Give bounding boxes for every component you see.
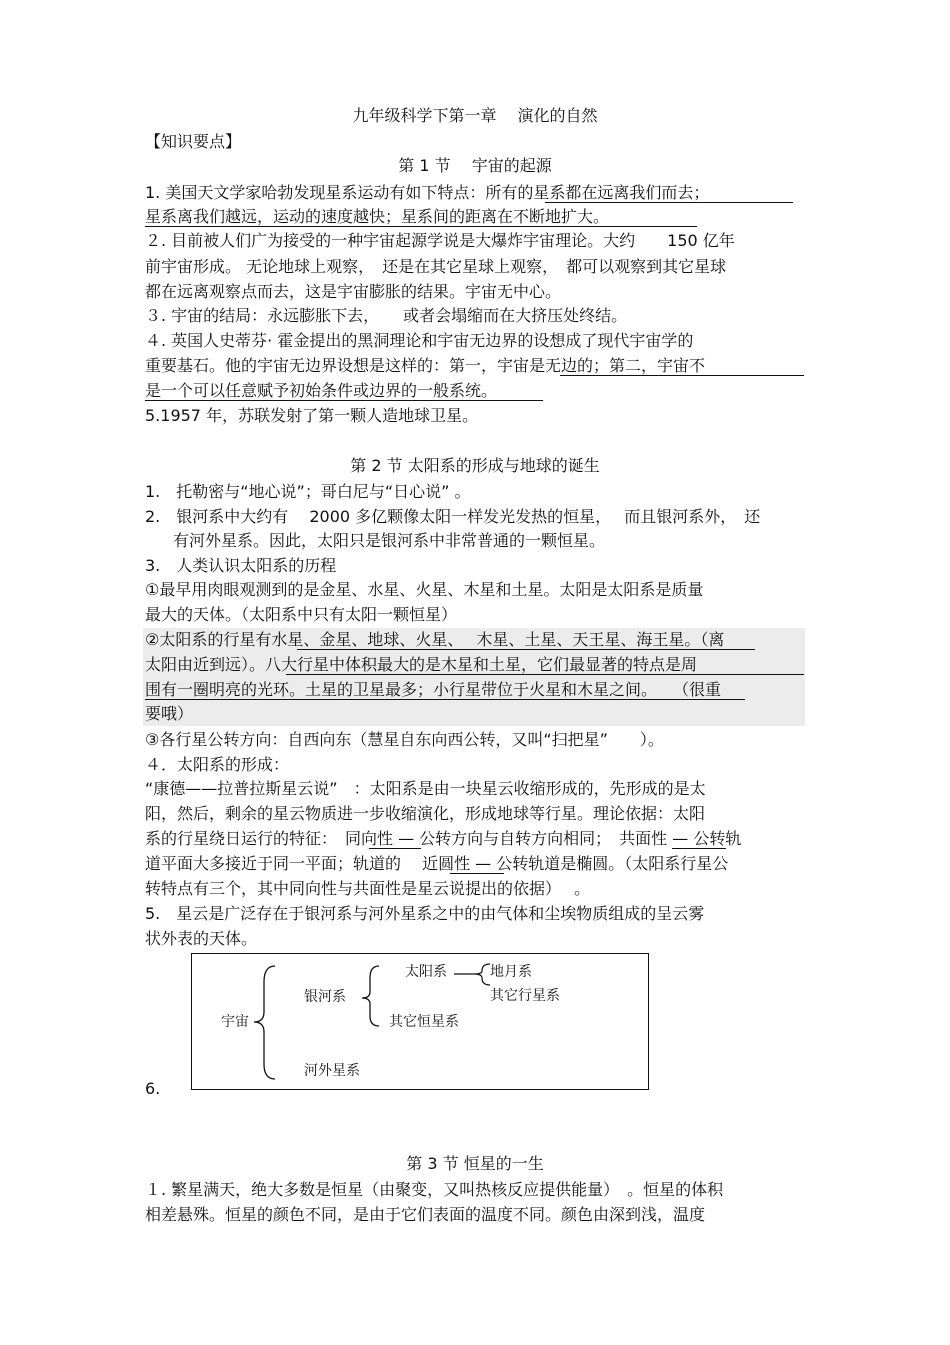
underline-mark — [560, 375, 804, 376]
s2-line-2b: 有河外星系。因此，太阳只是银河系中非常普通的一颗恒星。 — [173, 531, 606, 550]
s2-line-c2c: 围有一圈明亮的光环。土星的卫星最多；小行星带位于火星和木星之间。 （很重 — [145, 680, 722, 699]
underline-mark — [145, 400, 543, 401]
s2-line-5b: 状外表的天体。 — [145, 929, 258, 948]
section-1-heading: 第 1 节 宇宙的起源 — [398, 156, 552, 175]
s1-line-2c: 都在远离观察点而去，这是宇宙膨胀的结果。宇宙无中心。 — [145, 282, 562, 301]
underline-mark — [145, 699, 745, 700]
s1-line-2b: 前宇宙形成。 无论地球上观察， 还是在其它星球上观察， 都可以观察到其它星球 — [145, 257, 727, 276]
s2-line-6: 6. — [145, 1079, 161, 1098]
underline-mark — [450, 873, 504, 874]
node-other-planets: 其它行星系 — [490, 988, 560, 1004]
section-2-heading: 第 2 节 太阳系的形成与地球的诞生 — [350, 456, 600, 475]
underline-mark — [286, 674, 804, 675]
node-extragalactic: 河外星系 — [304, 1063, 360, 1079]
underline-mark — [145, 226, 697, 227]
node-galaxy: 银河系 — [304, 989, 346, 1005]
s2-line-k1: “康德——拉普拉斯星云说” ：太阳系是由一块星云收缩形成的，先形成的是太 — [145, 779, 706, 798]
brace-galaxy — [362, 966, 379, 1026]
s2-line-k3: 系的行星绕日运行的特征： 同向性 — 公转方向与自转方向相同； 共面性 — 公转轨 — [145, 829, 742, 848]
s1-line-1a: 1. 美国天文学家哈勃发现星系运动有如下特点：所有的星系都在远离我们而去； — [145, 183, 710, 202]
s2-line-4: ４．太阳系的形成： — [145, 755, 290, 774]
s3-line-1a: １. 繁星满天，绝大多数是恒星（由聚变，又叫热核反应提供能量） 。恒星的体积 — [145, 1180, 724, 1199]
s1-line-5: 5.1957 年，苏联发射了第一颗人造地球卫星。 — [145, 406, 479, 425]
s2-line-k5: 转特点有三个，其中同向性与共面性是星云说提出的依据） 。 — [145, 879, 591, 898]
brace-universe — [254, 966, 275, 1079]
s1-line-3: ３. 宇宙的结局：永远膨胀下去， 或者会塌缩而在大挤压处终结。 — [145, 306, 628, 325]
node-other-stars: 其它恒星系 — [389, 1014, 459, 1030]
s1-line-4b: 重要基石。他的宇宙无边界设想是这样的：第一，宇宙是无边的；第二，宇宙不 — [145, 356, 706, 375]
section-3-heading: 第 3 节 恒星的一生 — [406, 1154, 544, 1173]
node-solar-system: 太阳系 — [405, 964, 447, 980]
underline-mark — [672, 848, 726, 849]
s2-line-5a: 5. 星云是广泛存在于银河系与河外星系之中的由气体和尘埃物质组成的呈云雾 — [145, 904, 705, 923]
knowledge-heading: 【知识要点】 — [145, 132, 242, 151]
underline-mark — [297, 649, 755, 650]
s2-line-c2b: 太阳由近到远）。八大行星中体积最大的是木星和土星，它们最显著的特点是周 — [145, 655, 698, 674]
s1-line-2a: ２. 目前被人们广为接受的一种宇宙起源学说是大爆炸宇宙理论。大约 150 亿年 — [145, 231, 735, 250]
brace-solar — [474, 964, 490, 985]
node-universe: 宇宙 — [221, 1014, 249, 1030]
underline-mark — [545, 202, 793, 203]
s2-line-c2d: 要哦） — [145, 704, 194, 723]
page-title: 九年级科学下第一章 演化的自然 — [352, 106, 598, 125]
s2-line-k2: 阳，然后，剩余的星云物质进一步收缩演化，形成地球等行星。理论依据：太阳 — [145, 804, 706, 823]
s2-line-k4: 道平面大多接近于同一平面；轨道的 近圆性 — 公转轨道是椭圆。（太阳系行星公 — [145, 854, 729, 873]
s1-line-1b: 星系离我们越远，运动的速度越快；星系间的距离在不断地扩大。 — [145, 207, 610, 226]
universe-diagram — [191, 953, 649, 1090]
s2-line-c3: ③各行星公转方向：自西向东（慧星自东向西公转，又叫“扫把星” ）。 — [145, 730, 664, 749]
s2-line-1: 1. 托勒密与“地心说”；哥白尼与“日心说” 。 — [145, 482, 471, 501]
s3-line-1b: 相差悬殊。恒星的颜色不同，是由于它们表面的温度不同。颜色由深到浅，温度 — [145, 1205, 706, 1224]
s2-line-c2a: ②太阳系的行星有水星、金星、地球、火星、 木星、土星、天王星、海王星。（离 — [145, 630, 725, 649]
s2-line-2a: 2. 银河系中大约有 2000 多亿颗像太阳一样发光发热的恒星， 而且银河系外， 还 — [145, 507, 761, 526]
s2-line-3: 3. 人类认识太阳系的历程 — [145, 556, 337, 575]
s2-line-c1a: ①最早用肉眼观测到的是金星、水星、火星、木星和土星。太阳是太阳系是质量 — [145, 580, 704, 599]
s2-line-c1b: 最大的天体。（太阳系中只有太阳一颗恒星） — [145, 605, 458, 624]
s1-line-4c: 是一个可以任意赋予初始条件或边界的一般系统。 — [145, 381, 498, 400]
underline-mark — [369, 848, 421, 849]
node-earth-moon: 地月系 — [490, 964, 532, 980]
s1-line-4a: ４. 英国人史蒂芬· 霍金提出的黑洞理论和宇宙无边界的设想成了现代宇宙学的 — [145, 331, 694, 350]
